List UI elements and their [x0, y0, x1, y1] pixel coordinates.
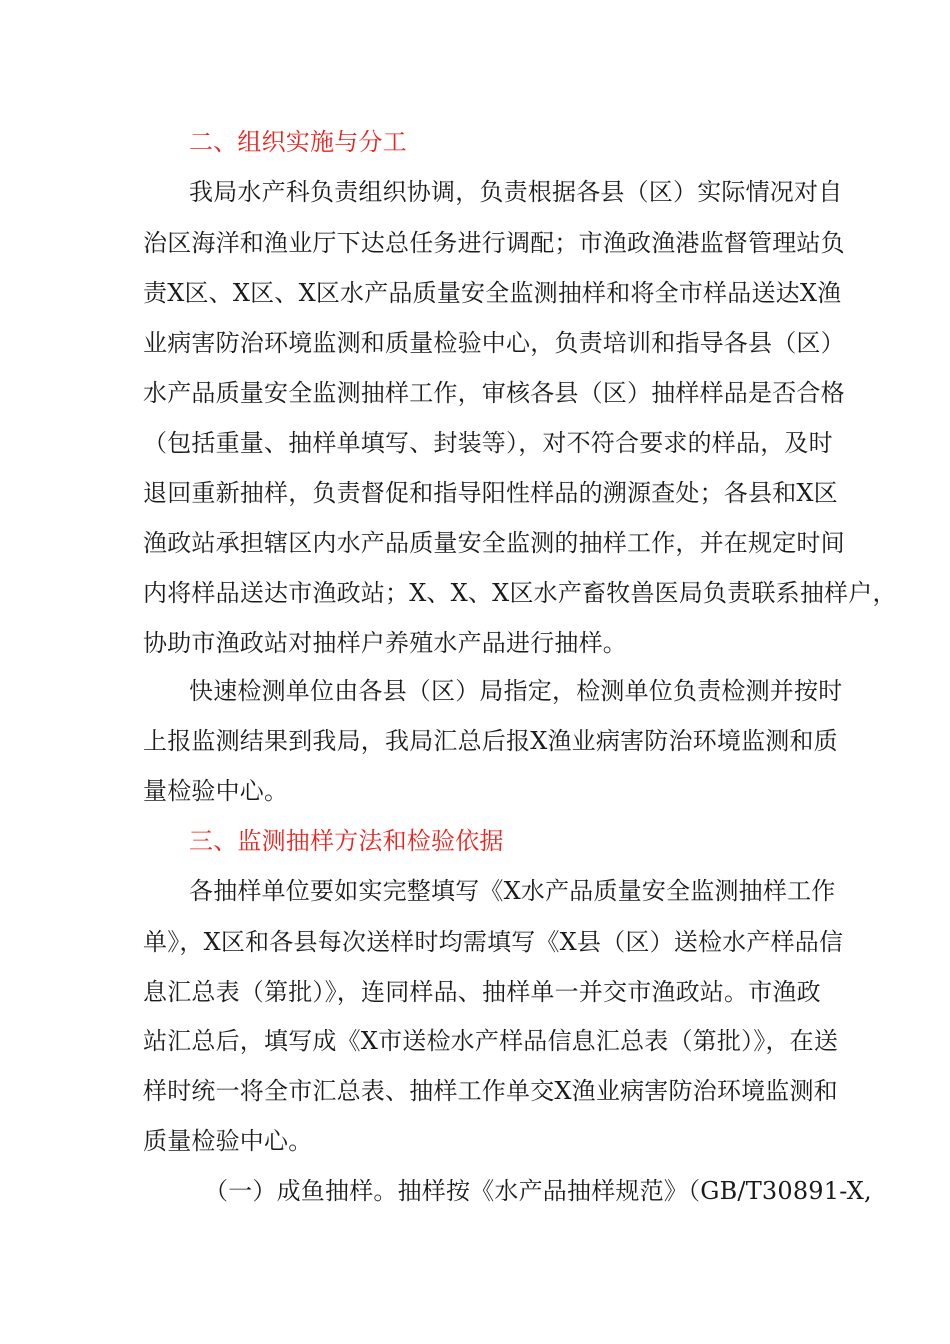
paragraph-line: 上报监测结果到我局，我局汇总后报X渔业病害防治环境监测和质: [143, 727, 838, 755]
section-2-heading: 二、组织实施与分工: [189, 128, 407, 156]
paragraph-line: 业病害防治环境监测和质量检验中心，负责培训和指导各县（区）: [143, 329, 845, 357]
paragraph-line: 息汇总表（第批）》，连同样品、抽样单一并交市渔政站。市渔政: [143, 978, 821, 1006]
paragraph-line: （包括重量、抽样单填写、封装等），对不符合要求的样品，及时: [143, 429, 833, 457]
paragraph-line: 各抽样单位要如实完整填写《X水产品质量安全监测抽样工作: [189, 877, 836, 905]
subitem-adult-fish-sampling: （一）成鱼抽样。抽样按《水产品抽样规范》（GB/T30891-X,: [204, 1177, 872, 1205]
paragraph-line: 水产品质量安全监测抽样工作，审核各县（区）抽样样品是否合格: [143, 379, 845, 407]
paragraph-line: 单》，X区和各县每次送样时均需填写《X县（区）送检水产样品信: [143, 928, 844, 956]
paragraph-line: 退回重新抽样，负责督促和指导阳性样品的溯源查处；各县和X区: [143, 479, 838, 507]
paragraph-line: 样时统一将全市汇总表、抽样工作单交X渔业病害防治环境监测和: [143, 1077, 838, 1105]
paragraph-line: 质量检验中心。: [143, 1127, 313, 1155]
paragraph-line: 站汇总后，填写成《X市送检水产样品信息汇总表（第批）》，在送: [143, 1027, 839, 1055]
paragraph-line: 内将样品送达市渔政站；X、X、X区水产畜牧兽医局负责联系抽样户，: [143, 579, 897, 607]
paragraph-line: 快速检测单位由各县（区）局指定，检测单位负责检测并按时: [189, 677, 843, 705]
paragraph-line: 协助市渔政站对抽样户养殖水产品进行抽样。: [143, 629, 627, 657]
section-3-heading: 三、监测抽样方法和检验依据: [189, 827, 504, 855]
paragraph-line: 量检验中心。: [143, 777, 289, 805]
paragraph-line: 责X区、X区、X区水产品质量安全监测抽样和将全市样品送达X渔: [143, 279, 842, 307]
paragraph-line: 渔政站承担辖区内水产品质量安全监测的抽样工作，并在规定时间: [143, 529, 845, 557]
paragraph-line: 治区海洋和渔业厅下达总任务进行调配；市渔政渔港监督管理站负: [143, 229, 845, 257]
paragraph-line: 我局水产科负责组织协调，负责根据各县（区）实际情况对自: [189, 178, 843, 206]
